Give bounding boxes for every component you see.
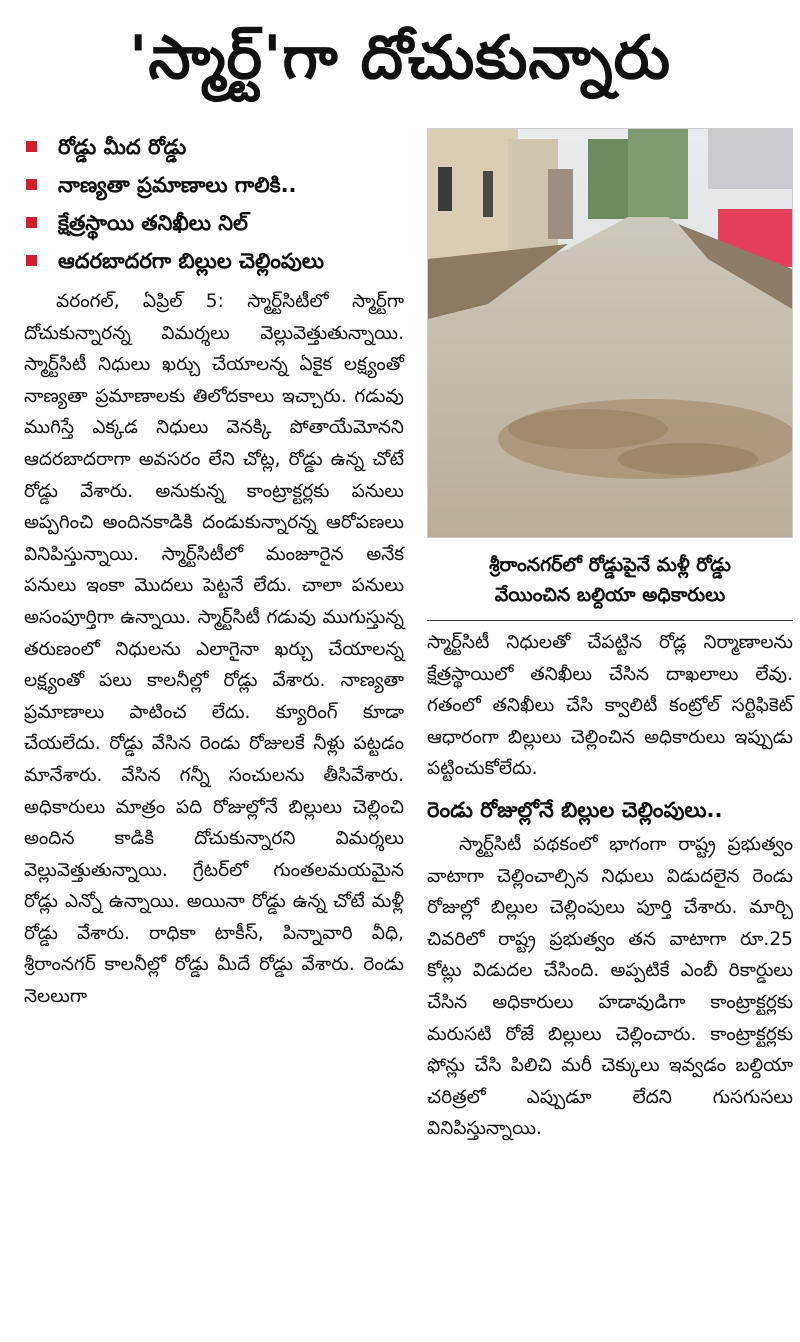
bullet-text: నాణ్యతా ప్రమాణాలు గాలికి.. [58, 173, 297, 197]
subheading: రెండు రోజుల్లోనే బిల్లుల చెల్లింపులు.. [427, 797, 723, 822]
photo-caption [427, 550, 793, 610]
bullet-text: రోడ్డు మీద రోడ్డు [58, 135, 187, 159]
paragraph: వరంగల్, ఏప్రిల్ 5: స్మార్ట్‌సిటీలో స్మార్ట్‌గా దోచుకున్నారన్న విమర్శలు వెల్లువెత్తుతున్నాయి. స్మార్ట్‌సిటీ నిధులు ఖర్చు చేయాలన్న ఏకైక లక్ష్యంతో నాణ్యతా ప్రమాణాలకు తిలోదకాలు ఇచ్చారు. గడువు ముగిస్తే ఎక్కడ నిధులు వెనక్కి పోతాయేమోనని ఆదరబాదరాగా అవసరం లేని చోట్ల, రోడ్డు ఉన్న చోటే రోడ్డు వేశారు. అనుకున్న కాంట్రాక్టర్లకు పనులు అప్పగించి అందినకాడికి దండుకున్నారన్న ఆరోపణలు వినిపిస్తున్నాయి. స్మార్ట్‌సిటీలో మంజూరైన అనేక పనులు ఇంకా మొదలు పెట్టనే లేదు. చాలా పనులు అసంపూర్తిగా ఉన్నాయి. స్మార్ట్‌సిటీ గడువు ముగుస్తున్న తరుణంలో నిధులను ఎలాగైనా ఖర్చు చేయాలన్న లక్ష్యంతో పలు కాలనీల్లో రోడ్లు వేశారు. నాణ్యతా ప్రమాణాలు పాటించ లేదు. క్యూరింగ్ కూడా చేయలేదు. రోడ్డు వేసిన రెండు రోజులకే నీళ్లు పట్టడం మానేశారు. వేసిన గన్నీ సంచులను తీసివేశారు. అధికారులు మాత్రం పది రోజుల్లోనే బిల్లులు చెల్లించి అందిన కాడికి దోచుకున్నారని విమర్శలు వెల్లువెత్తుతున్నాయి. గ్రేటర్‌లో గుంతలమయమైన రోడ్లు ఎన్నో ఉన్నాయి. అయినా రోడ్డు ఉన్న చోటే మళ్లీ రోడ్డు వేశారు. రాధికా టాకీస్, పిన్నావారి వీధి, శ్రీరాంనగర్ కాలనీల్లో రోడ్డు మీదే రోడ్డు వేశారు. రెండు నెలలుగా [24, 291, 404, 1008]
bullet-text: ఆదరబాదరగా బిల్లుల చెల్లింపులు [58, 249, 324, 273]
road-photo-image [428, 129, 792, 537]
bullet-item [24, 166, 404, 204]
caption-line: శ్రీరాంనగర్‌లో రోడ్డుపైనే మళ్లీ రోడ్డు [489, 554, 731, 576]
bullet-item [24, 128, 404, 166]
bullet-item [24, 242, 404, 280]
square-bullet-icon [26, 255, 37, 266]
article-body-left [24, 286, 404, 1013]
right-column [427, 128, 793, 1145]
headline: 'స్మార్ట్'గా దోచుకున్నారు [129, 23, 671, 93]
article-body-right-2 [427, 829, 793, 1145]
square-bullet-icon [26, 217, 37, 228]
square-bullet-icon [26, 179, 37, 190]
paragraph: స్మార్ట్‌సిటీ నిధులతో చేపట్టిన రోడ్ల నిర్మాణాలను క్షేత్రస్థాయిలో తనిఖీలు చేసిన దాఖలాలు లేవు. గతంలో తనిఖీలు చేసి క్వాలిటీ కంట్రోల్ సర్టిఫికెట్ ఆధారంగా బిల్లులు చెల్లించిన అధికారులు ఇప్పుడు పట్టించుకోలేదు. [427, 632, 793, 780]
bullet-item [24, 204, 404, 242]
square-bullet-icon [26, 141, 37, 152]
bullet-text: క్షేత్రస్థాయి తనిఖీలు నిల్ [58, 211, 248, 235]
caption-line: వేయించిన బల్దియా అధికారులు [494, 584, 726, 606]
article-body-right [427, 627, 793, 785]
paragraph: స్మార్ట్‌సిటీ పథకంలో భాగంగా రాష్ట్ర ప్రభుత్వం వాటాగా చెల్లించాల్సిన నిధులు విడుదలైన రెండు రోజుల్లో బిల్లుల చెల్లింపులు పూర్తి చేశారు. మార్చి చివరిలో రాష్ట్ర ప్రభుత్వం తన వాటాగా రూ.25 కోట్లు విడుదల చేసింది. అప్పటికే ఎంబీ రికార్డులు చేసిన అధికారులు హడావుడిగా కాంట్రాక్టర్లకు మరుసటి రోజే బిల్లులు చెల్లించారు. కాంట్రాక్టర్లకు ఫోన్లు చేసి పిలిచి మరీ చెక్కులు ఇవ్వడం బల్దియా చరిత్రలో ఎప్పుడూ లేదని గుసగుసలు వినిపిస్తున్నాయి. [427, 833, 793, 1140]
road-photo [427, 128, 793, 538]
divider [427, 620, 793, 621]
left-column [24, 128, 404, 1013]
